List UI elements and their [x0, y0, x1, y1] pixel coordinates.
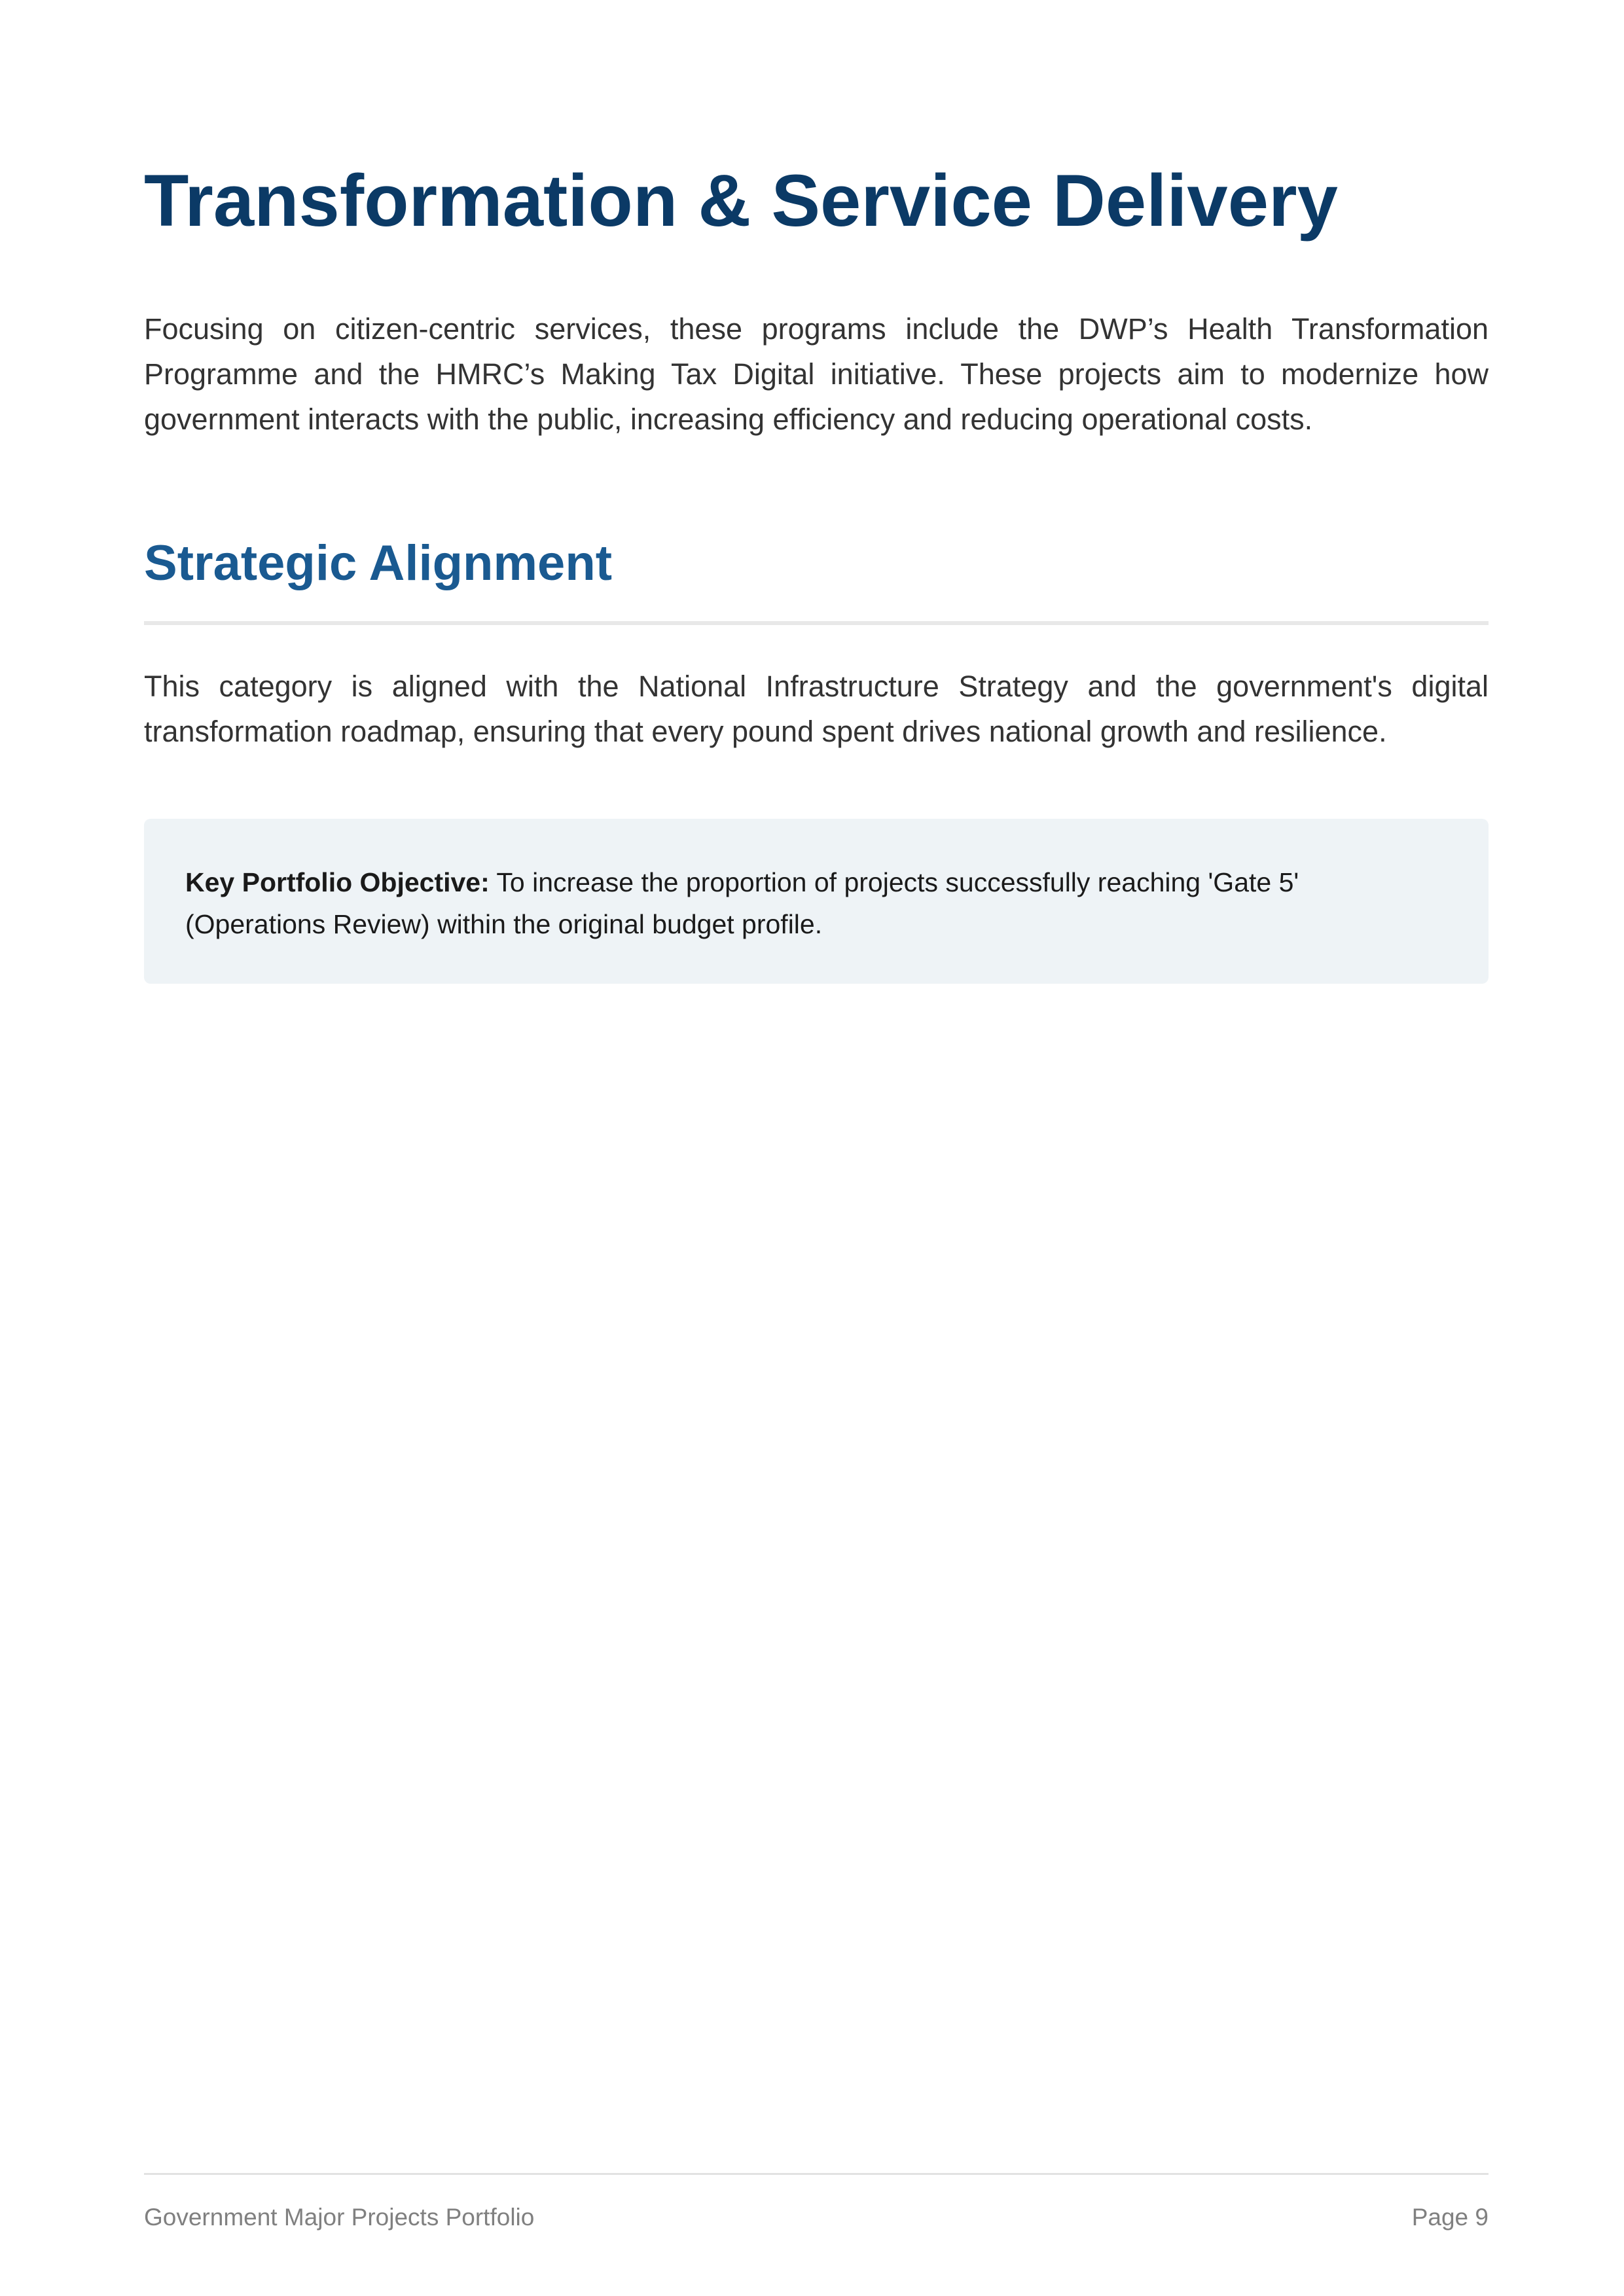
document-page	[144, 0, 1489, 2296]
section-paragraph: This category is aligned with the National Infrastructure Strategy and the government's digital transformation roadmap, ensuring that every pound spent drives national growth and resilience.	[144, 670, 1489, 748]
intro-paragraph: Focusing on citizen-centric services, these programs include the DWP’s Health Transformation Programme and the HMRC’s Making Tax Digital initiative. These projects aim to modernize how government interacts with the public, increasing efficiency and reducing operational costs.	[144, 312, 1489, 436]
callout-text	[185, 861, 1337, 945]
page-number: Page 9	[1411, 2204, 1489, 2231]
section-divider	[144, 621, 1489, 625]
footer-document-title: Government Major Projects Portfolio	[144, 2204, 535, 2231]
objective-callout	[144, 819, 1489, 984]
section-heading: Strategic Alignment	[144, 535, 613, 591]
footer-divider	[144, 2173, 1489, 2175]
page-title: Transformation & Service Delivery	[144, 160, 1338, 242]
callout-label: Key Portfolio Objective:	[185, 867, 490, 897]
callout-body: To increase the proportion of projects successfully reaching 'Gate 5' (Operations Review) within the original budget profile.	[185, 867, 1299, 939]
